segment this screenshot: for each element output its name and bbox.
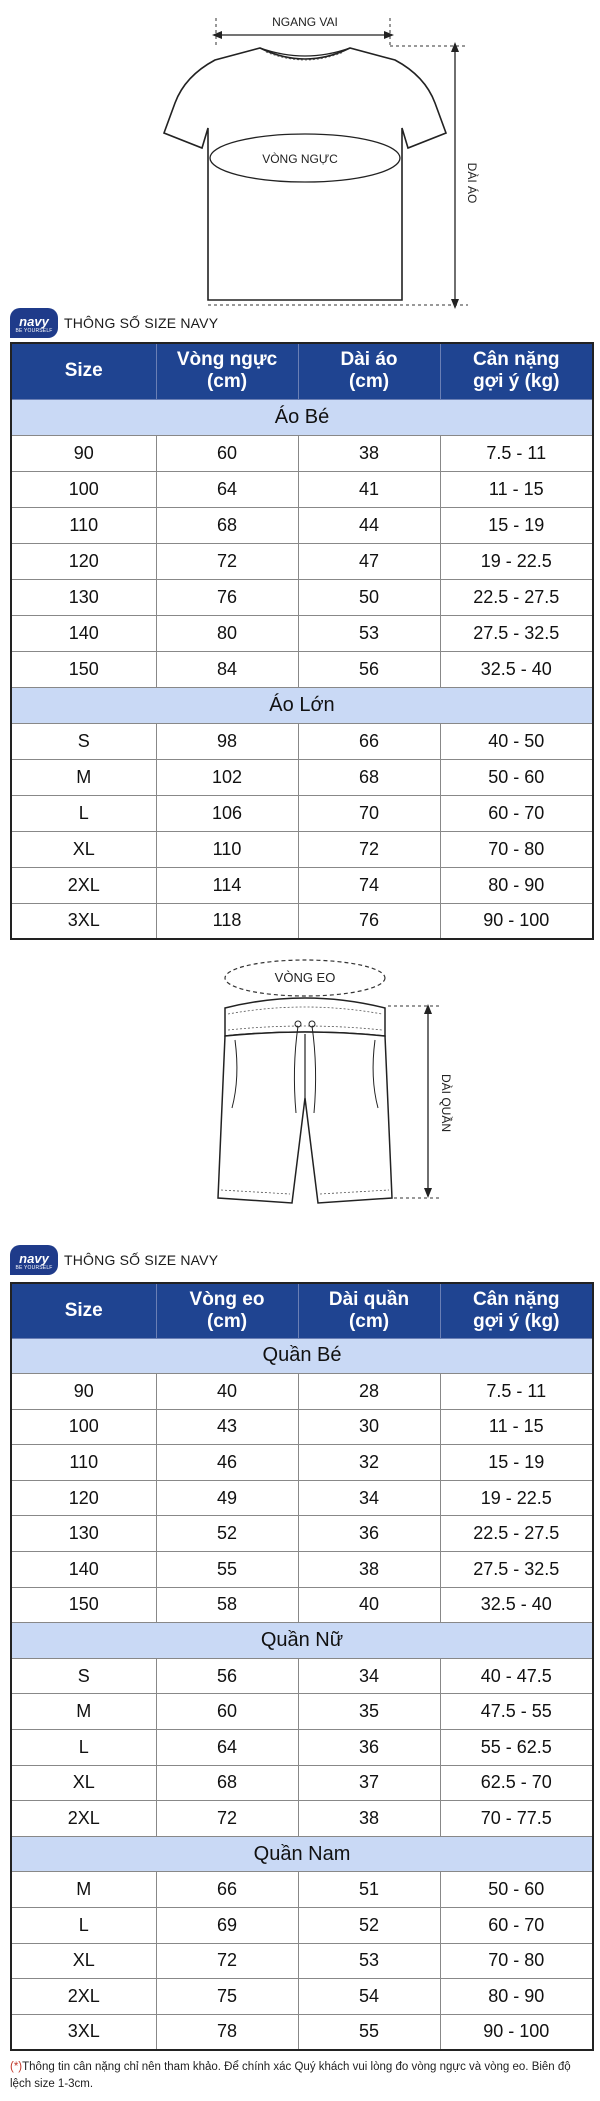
length-cell: 53 — [298, 1943, 440, 1979]
shoulder-width-label: NGANG VAI — [272, 15, 338, 29]
weight-cell: 11 - 15 — [440, 1409, 593, 1445]
header-weight: Cân nặng gợi ý (kg) — [440, 343, 593, 399]
size-cell: L — [11, 795, 156, 831]
size-cell: S — [11, 723, 156, 759]
weight-cell: 15 - 19 — [440, 507, 593, 543]
measure-cell: 40 — [156, 1374, 298, 1410]
navy-logo — [10, 1245, 58, 1275]
section-row — [11, 1836, 593, 1872]
measure-cell: 102 — [156, 759, 298, 795]
table-row — [11, 759, 593, 795]
shirt-size-table — [10, 342, 594, 940]
weight-cell: 32.5 - 40 — [440, 1587, 593, 1623]
weight-cell: 70 - 77.5 — [440, 1801, 593, 1837]
table-header-row — [11, 1283, 593, 1338]
weight-cell: 19 - 22.5 — [440, 543, 593, 579]
shorts-size-table — [10, 1282, 594, 2051]
length-cell: 51 — [298, 1872, 440, 1908]
measure-cell: 72 — [156, 543, 298, 579]
header-size: Size — [11, 343, 156, 399]
weight-cell: 22.5 - 27.5 — [440, 579, 593, 615]
weight-cell: 27.5 - 32.5 — [440, 615, 593, 651]
length-cell: 53 — [298, 615, 440, 651]
length-cell: 38 — [298, 1801, 440, 1837]
chest-circumference-label: VÒNG NGỰC — [262, 152, 338, 166]
measure-cell: 80 — [156, 615, 298, 651]
section-title: Áo Bé — [11, 399, 593, 435]
size-cell: 90 — [11, 1374, 156, 1410]
section-row — [11, 399, 593, 435]
size-cell: XL — [11, 1765, 156, 1801]
size-cell: M — [11, 1872, 156, 1908]
section-row — [11, 1623, 593, 1659]
length-cell: 72 — [298, 831, 440, 867]
section-title: Áo Lớn — [11, 687, 593, 723]
size-cell: 100 — [11, 471, 156, 507]
footnote-text: Thông tin cân nặng chỉ nên tham khảo. Để chính xác Quý khách vui lòng đo vòng ngực và vòng eo. Biên độ lệch size 1-3cm. — [10, 2061, 571, 2090]
table-row — [11, 1943, 593, 1979]
weight-cell: 62.5 - 70 — [440, 1765, 593, 1801]
weight-cell: 50 - 60 — [440, 1872, 593, 1908]
size-cell: 140 — [11, 615, 156, 651]
logo-tagline: BE YOURSELF — [15, 1264, 53, 1271]
size-cell: M — [11, 1694, 156, 1730]
size-cell: S — [11, 1658, 156, 1694]
table-row — [11, 543, 593, 579]
length-cell: 38 — [298, 1552, 440, 1588]
weight-cell: 60 - 70 — [440, 795, 593, 831]
length-cell: 36 — [298, 1730, 440, 1766]
table-row — [11, 651, 593, 687]
length-cell: 70 — [298, 795, 440, 831]
measure-cell: 72 — [156, 1943, 298, 1979]
table-row — [11, 435, 593, 471]
table-row — [11, 723, 593, 759]
header-length: Dài áo (cm) — [298, 343, 440, 399]
weight-cell: 22.5 - 27.5 — [440, 1516, 593, 1552]
measure-cell: 75 — [156, 1979, 298, 2015]
length-cell: 36 — [298, 1516, 440, 1552]
length-cell: 74 — [298, 867, 440, 903]
length-cell: 34 — [298, 1480, 440, 1516]
header-length: Dài quần (cm) — [298, 1283, 440, 1338]
table-row — [11, 1979, 593, 2015]
weight-cell: 90 - 100 — [440, 2014, 593, 2050]
weight-cell: 80 - 90 — [440, 867, 593, 903]
weight-cell: 7.5 - 11 — [440, 435, 593, 471]
table-row — [11, 903, 593, 939]
size-chart-title: THÔNG SỐ SIZE NAVY — [64, 1252, 219, 1268]
size-cell: L — [11, 1908, 156, 1944]
section-row — [11, 687, 593, 723]
logo-text: navy — [19, 1250, 49, 1266]
size-cell: XL — [11, 1943, 156, 1979]
length-cell: 38 — [298, 435, 440, 471]
size-cell: M — [11, 759, 156, 795]
size-cell: 100 — [11, 1409, 156, 1445]
size-cell: 140 — [11, 1552, 156, 1588]
weight-cell: 15 - 19 — [440, 1445, 593, 1481]
measure-cell: 68 — [156, 1765, 298, 1801]
length-cell: 52 — [298, 1908, 440, 1944]
measure-cell: 72 — [156, 1801, 298, 1837]
weight-cell: 90 - 100 — [440, 903, 593, 939]
table-row — [11, 1480, 593, 1516]
measure-cell: 68 — [156, 507, 298, 543]
length-cell: 47 — [298, 543, 440, 579]
size-cell: 110 — [11, 1445, 156, 1481]
measure-cell: 49 — [156, 1480, 298, 1516]
waist-circumference-label: VÒNG EO — [274, 970, 336, 985]
table-row — [11, 831, 593, 867]
header-waist: Vòng eo (cm) — [156, 1283, 298, 1338]
measure-cell: 76 — [156, 579, 298, 615]
logo-text: navy — [19, 313, 49, 329]
measure-cell: 64 — [156, 1730, 298, 1766]
size-chart-title: THÔNG SỐ SIZE NAVY — [64, 315, 219, 331]
weight-cell: 80 - 90 — [440, 1979, 593, 2015]
measure-cell: 56 — [156, 1658, 298, 1694]
table-row — [11, 1872, 593, 1908]
table-header-row — [11, 343, 593, 399]
section-title: Quần Nữ — [11, 1623, 593, 1659]
table-row — [11, 1765, 593, 1801]
table-row — [11, 795, 593, 831]
size-cell: 130 — [11, 579, 156, 615]
measure-cell: 64 — [156, 471, 298, 507]
measure-cell: 46 — [156, 1445, 298, 1481]
size-cell: 150 — [11, 651, 156, 687]
size-cell: L — [11, 1730, 156, 1766]
length-cell: 28 — [298, 1374, 440, 1410]
size-cell: 2XL — [11, 1979, 156, 2015]
weight-cell: 70 - 80 — [440, 1943, 593, 1979]
weight-cell: 50 - 60 — [440, 759, 593, 795]
weight-cell: 7.5 - 11 — [440, 1374, 593, 1410]
measure-cell: 110 — [156, 831, 298, 867]
table-row — [11, 1445, 593, 1481]
length-cell: 54 — [298, 1979, 440, 2015]
length-cell: 68 — [298, 759, 440, 795]
shorts-length-label: DÀI QUẦN — [439, 1073, 453, 1133]
length-cell: 44 — [298, 507, 440, 543]
measure-cell: 114 — [156, 867, 298, 903]
measure-cell: 98 — [156, 723, 298, 759]
size-cell: 3XL — [11, 2014, 156, 2050]
size-cell: 110 — [11, 507, 156, 543]
measure-cell: 60 — [156, 435, 298, 471]
measure-cell: 78 — [156, 2014, 298, 2050]
table-row — [11, 1694, 593, 1730]
measure-cell: 66 — [156, 1872, 298, 1908]
size-cell: 150 — [11, 1587, 156, 1623]
weight-cell: 40 - 47.5 — [440, 1658, 593, 1694]
table-row — [11, 1552, 593, 1588]
table-row — [11, 615, 593, 651]
measure-cell: 60 — [156, 1694, 298, 1730]
table-row — [11, 1587, 593, 1623]
brand-header-shirt — [10, 308, 218, 338]
weight-cell: 32.5 - 40 — [440, 651, 593, 687]
size-cell: 120 — [11, 1480, 156, 1516]
size-cell: 3XL — [11, 903, 156, 939]
length-cell: 32 — [298, 1445, 440, 1481]
table-row — [11, 1730, 593, 1766]
length-cell: 34 — [298, 1658, 440, 1694]
table-row — [11, 507, 593, 543]
measure-cell: 58 — [156, 1587, 298, 1623]
length-cell: 41 — [298, 471, 440, 507]
table-row — [11, 471, 593, 507]
section-title: Quần Bé — [11, 1338, 593, 1374]
footnote-marker: (*) — [10, 2061, 23, 2073]
size-cell: 2XL — [11, 867, 156, 903]
section-row — [11, 1338, 593, 1374]
size-cell: 120 — [11, 543, 156, 579]
length-cell: 55 — [298, 2014, 440, 2050]
table-row — [11, 1409, 593, 1445]
header-weight: Cân nặng gợi ý (kg) — [440, 1283, 593, 1338]
length-cell: 37 — [298, 1765, 440, 1801]
table-row — [11, 1516, 593, 1552]
table-row — [11, 1801, 593, 1837]
logo-tagline: BE YOURSELF — [15, 327, 53, 334]
weight-cell: 55 - 62.5 — [440, 1730, 593, 1766]
size-cell: XL — [11, 831, 156, 867]
length-cell: 76 — [298, 903, 440, 939]
length-cell: 56 — [298, 651, 440, 687]
size-cell: 90 — [11, 435, 156, 471]
weight-cell: 11 - 15 — [440, 471, 593, 507]
table-row — [11, 1658, 593, 1694]
weight-cell: 19 - 22.5 — [440, 1480, 593, 1516]
size-cell: 2XL — [11, 1801, 156, 1837]
navy-logo — [10, 308, 58, 338]
measure-cell: 84 — [156, 651, 298, 687]
table-row — [11, 2014, 593, 2050]
weight-cell: 47.5 - 55 — [440, 1694, 593, 1730]
measure-cell: 43 — [156, 1409, 298, 1445]
measure-cell: 106 — [156, 795, 298, 831]
length-cell: 30 — [298, 1409, 440, 1445]
weight-cell: 40 - 50 — [440, 723, 593, 759]
measure-cell: 55 — [156, 1552, 298, 1588]
header-chest: Vòng ngực (cm) — [156, 343, 298, 399]
shorts-diagram — [210, 948, 500, 1248]
length-cell: 40 — [298, 1587, 440, 1623]
section-title: Quần Nam — [11, 1836, 593, 1872]
table-row — [11, 1374, 593, 1410]
measure-cell: 69 — [156, 1908, 298, 1944]
length-cell: 35 — [298, 1694, 440, 1730]
size-cell: 130 — [11, 1516, 156, 1552]
brand-header-shorts — [10, 1245, 218, 1275]
measure-cell: 118 — [156, 903, 298, 939]
shirt-length-label: DÀI ÁO — [465, 162, 479, 204]
table-row — [11, 867, 593, 903]
table-row — [11, 579, 593, 615]
weight-cell: 60 - 70 — [440, 1908, 593, 1944]
footnote — [10, 2059, 594, 2093]
measure-cell: 52 — [156, 1516, 298, 1552]
weight-cell: 70 - 80 — [440, 831, 593, 867]
length-cell: 66 — [298, 723, 440, 759]
weight-cell: 27.5 - 32.5 — [440, 1552, 593, 1588]
header-size: Size — [11, 1283, 156, 1338]
tshirt-diagram — [150, 8, 490, 313]
table-row — [11, 1908, 593, 1944]
length-cell: 50 — [298, 579, 440, 615]
